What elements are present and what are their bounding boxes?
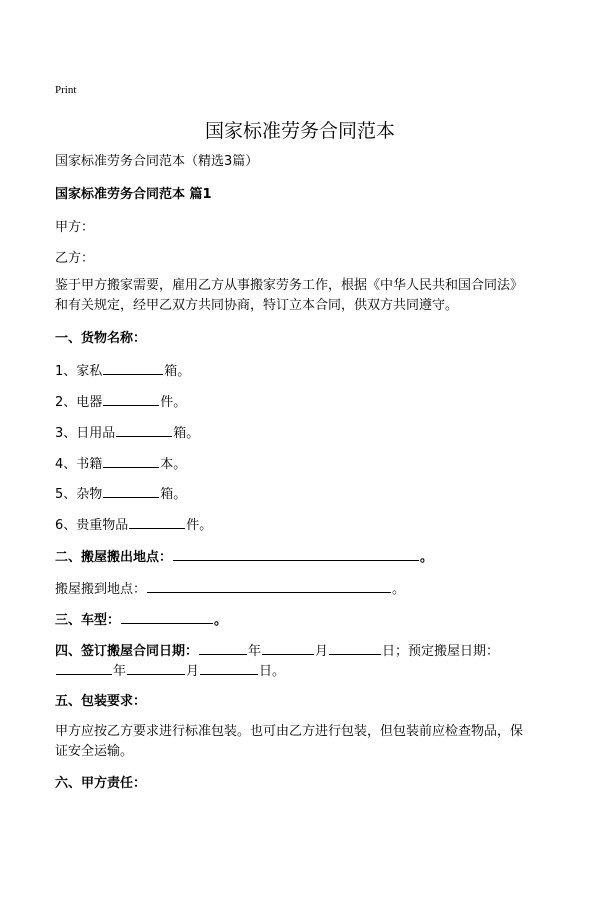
move-day-field[interactable] [200,661,258,675]
document-title: 国家标准劳务合同范本 [204,120,395,142]
sign-day-field[interactable] [329,641,381,655]
party-b-label: 乙方： [55,251,95,266]
blank-field[interactable] [103,361,163,375]
goods-item [55,423,199,443]
goods-item-unit: 箱。 [164,364,191,379]
print-label: Print [55,84,77,96]
goods-item [55,361,190,381]
vehicle-line [55,610,227,630]
duty-heading: 六、甲方责任： [55,776,147,791]
dates-line-1 [55,641,499,661]
move-in-address-field[interactable] [147,579,391,593]
intro-line-2: 和有关规定，经甲乙双方共同协商，特订立本合同，供双方共同遵守。 [55,298,459,313]
move-out-line [55,547,433,567]
vehicle-type-field[interactable] [121,610,213,624]
packing-line-1: 甲方应按乙方要求进行标准包装。也可由乙方进行包装，但包装前应检查物品，保 [55,724,524,739]
document-subtitle: 国家标准劳务合同范本（精选3篇） [55,154,259,169]
goods-item [55,392,186,412]
dates-month: 月 [315,644,329,659]
goods-item-unit: 箱。 [160,487,187,502]
goods-item-unit: 本。 [160,457,187,472]
goods-heading: 一、货物名称： [55,331,147,346]
intro-line-1: 鉴于甲方搬家需要，雇用乙方从事搬家劳务工作，根据《中华人民共和国合同法》 [55,278,524,293]
move-year-field[interactable] [56,661,112,675]
goods-item-unit: 件。 [186,518,213,533]
goods-item-label: 6、贵重物品 [55,518,129,533]
move-out-end: 。 [420,550,434,565]
goods-item-unit: 箱。 [173,426,200,441]
goods-item [55,454,186,474]
blank-field[interactable] [103,392,159,406]
dates-day2: 日。 [259,664,286,679]
dates-year: 年 [248,644,262,659]
blank-field[interactable] [103,484,159,498]
move-month-field[interactable] [127,661,185,675]
blank-field[interactable] [116,423,172,437]
move-in-label: 搬屋搬到地点： [55,582,147,597]
sign-year-field[interactable] [199,641,247,655]
sign-month-field[interactable] [262,641,314,655]
packing-line-2: 证安全运输。 [55,744,134,759]
goods-item-label: 2、电器 [55,395,103,410]
vehicle-end: 。 [214,613,228,628]
dates-line-2 [55,661,285,681]
goods-item [55,484,186,504]
blank-field[interactable] [103,454,159,468]
packing-heading: 五、包装要求： [55,694,147,709]
blank-field[interactable] [129,515,185,529]
dates-day-sep: 日；预定搬屋日期： [382,644,500,659]
move-out-label: 二、搬屋搬出地点： [55,550,173,565]
dates-year2: 年 [113,664,127,679]
party-a-label: 甲方： [55,220,95,235]
goods-item-label: 1、家私 [55,364,103,379]
goods-item [55,515,212,535]
dates-month2: 月 [186,664,200,679]
move-in-line [55,579,405,599]
goods-item-label: 4、书籍 [55,457,103,472]
dates-label: 四、签订搬屋合同日期： [55,644,199,659]
move-out-address-field[interactable] [173,547,419,561]
goods-item-label: 3、日用品 [55,426,116,441]
vehicle-label: 三、车型： [55,613,121,628]
goods-item-unit: 件。 [160,395,187,410]
section-title: 国家标准劳务合同范本 篇1 [55,187,212,202]
move-in-end: 。 [392,582,406,597]
goods-item-label: 5、杂物 [55,487,103,502]
